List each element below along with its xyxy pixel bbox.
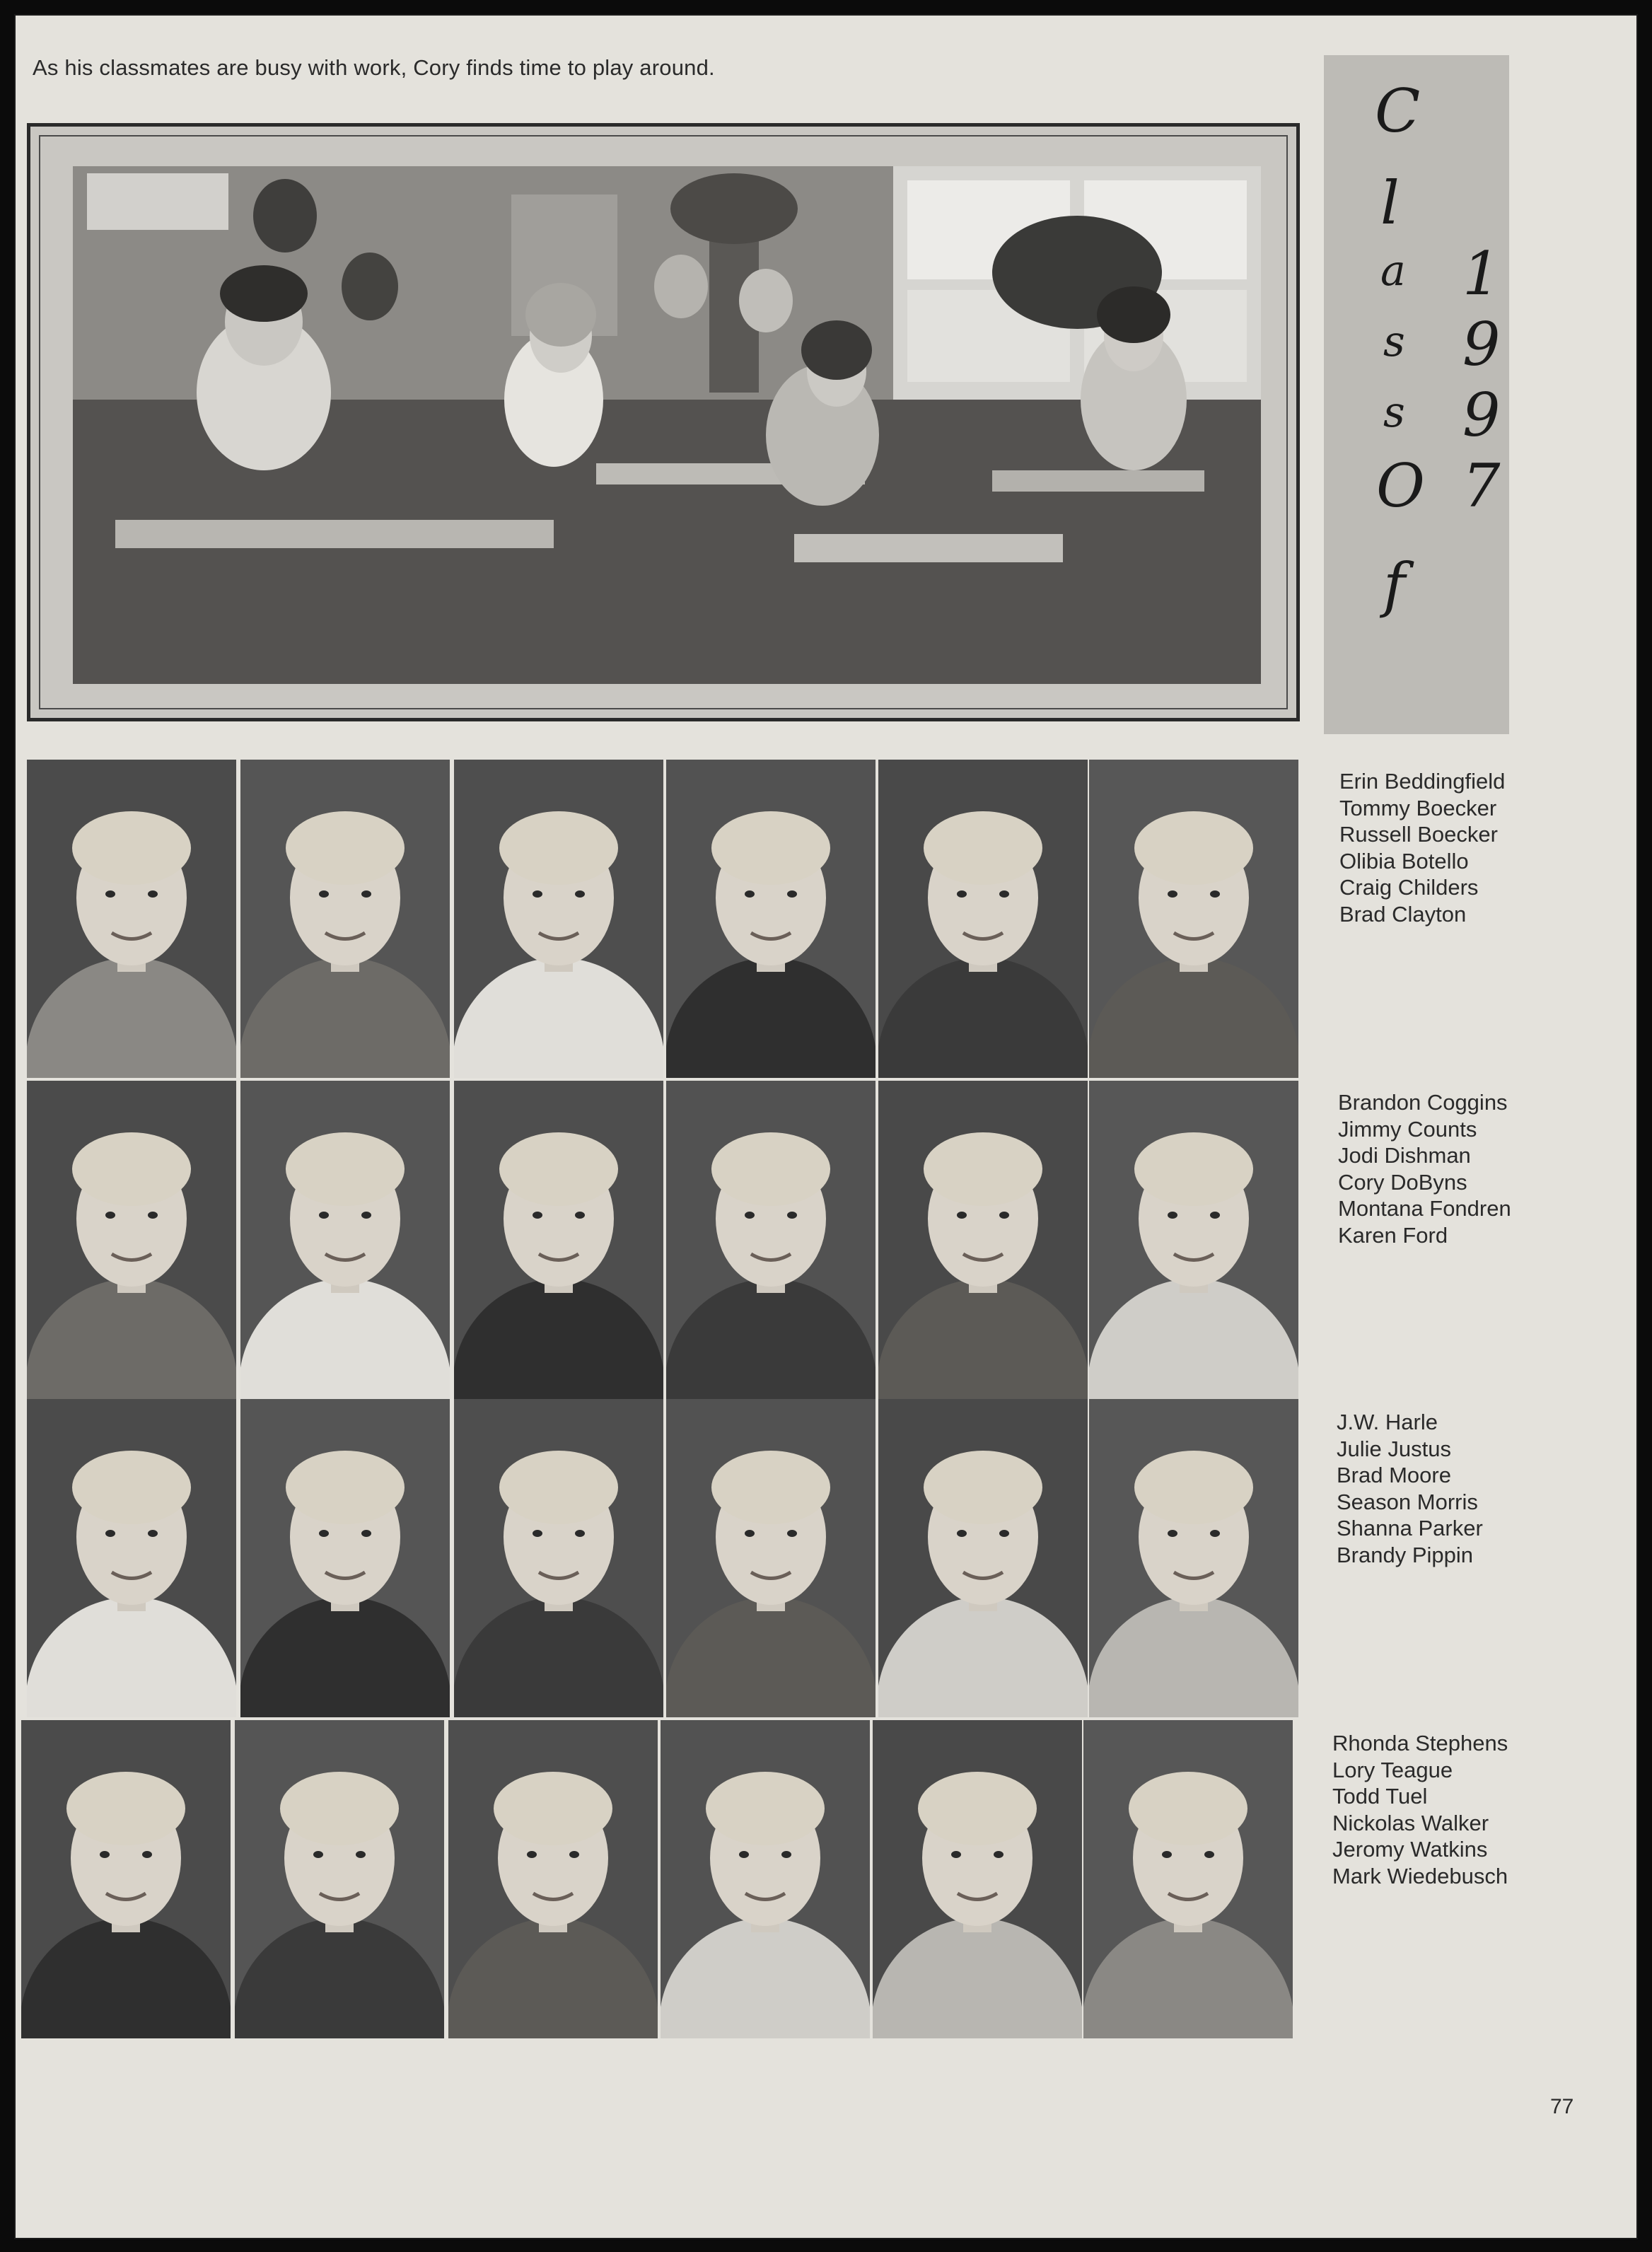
student-name: Todd Tuel: [1332, 1784, 1428, 1809]
title-letter: s: [1383, 317, 1405, 366]
student-portrait: [235, 1720, 444, 2038]
names-group-3: [1337, 1409, 1605, 1568]
student-name: Karen Ford: [1338, 1222, 1448, 1248]
student-portrait: [454, 1081, 663, 1399]
names-group-2: [1338, 1089, 1607, 1248]
classroom-photo: [73, 166, 1261, 684]
student-portrait: [1089, 1081, 1298, 1399]
student-portrait: [666, 760, 876, 1078]
student-name: Montana Fondren: [1338, 1196, 1511, 1221]
student-portrait: [454, 760, 663, 1078]
classroom-scene-image: [73, 166, 1261, 684]
student-portrait: [1089, 760, 1298, 1078]
student-name: Brandon Coggins: [1338, 1090, 1508, 1115]
student-portrait: [1083, 1720, 1293, 2038]
student-portrait: [666, 1399, 876, 1717]
student-portrait: [666, 1081, 876, 1399]
student-portrait: [878, 1399, 1088, 1717]
student-name: Erin Beddingfield: [1339, 769, 1506, 794]
student-name: Russell Boecker: [1339, 822, 1498, 847]
title-letter: C: [1375, 76, 1421, 146]
year-digit: 9: [1462, 310, 1501, 379]
names-group-1: [1339, 768, 1608, 927]
student-name: Rhonda Stephens: [1332, 1731, 1508, 1755]
title-letter: s: [1383, 388, 1405, 437]
student-portrait: [448, 1720, 658, 2038]
title-letter: O: [1376, 451, 1425, 521]
class-of-1997-title: [1324, 55, 1509, 734]
student-name: Tommy Boecker: [1339, 795, 1497, 820]
year-digit: 9: [1462, 381, 1501, 450]
yearbook-page: [14, 14, 1638, 2239]
student-name: Craig Childers: [1339, 875, 1479, 900]
student-name: Season Morris: [1337, 1489, 1478, 1514]
names-group-4: [1332, 1730, 1601, 1889]
student-name: Brad Clayton: [1339, 901, 1467, 927]
student-name: Julie Justus: [1337, 1436, 1451, 1461]
student-name: Brad Moore: [1337, 1463, 1451, 1487]
student-name: Nickolas Walker: [1332, 1810, 1489, 1835]
student-portrait: [878, 760, 1088, 1078]
student-portrait: [454, 1399, 663, 1717]
student-name: Brandy Pippin: [1337, 1542, 1474, 1567]
student-portrait: [240, 1081, 450, 1399]
student-name: Jeromy Watkins: [1332, 1837, 1488, 1862]
title-letter: l: [1380, 168, 1400, 238]
student-name: Jimmy Counts: [1338, 1116, 1477, 1142]
student-name: Cory DoByns: [1338, 1169, 1467, 1195]
student-name: Olibia Botello: [1339, 848, 1469, 873]
student-portrait: [661, 1720, 870, 2038]
student-portrait: [878, 1081, 1088, 1399]
classroom-photo-frame: [27, 123, 1300, 721]
student-portrait: [1089, 1399, 1298, 1717]
student-name: J.W. Harle: [1337, 1410, 1438, 1434]
student-portrait: [240, 760, 450, 1078]
student-portrait: [21, 1720, 231, 2038]
page-number: 77: [1550, 2095, 1574, 2118]
student-portrait: [240, 1399, 450, 1717]
student-name: Jodi Dishman: [1338, 1143, 1471, 1168]
title-letter: f: [1383, 550, 1406, 620]
student-name: Shanna Parker: [1337, 1516, 1483, 1540]
student-portrait: [27, 760, 236, 1078]
student-portrait: [27, 1081, 236, 1399]
year-digit: 1: [1462, 239, 1501, 308]
photo-caption: As his classmates are busy with work, Cory finds time to play around.: [33, 55, 715, 80]
title-letter: a: [1380, 246, 1406, 296]
student-portrait: [873, 1720, 1082, 2038]
student-name: Mark Wiedebusch: [1332, 1863, 1508, 1888]
student-portrait: [27, 1399, 236, 1717]
year-digit: 7: [1462, 451, 1501, 521]
student-name: Lory Teague: [1332, 1757, 1453, 1782]
